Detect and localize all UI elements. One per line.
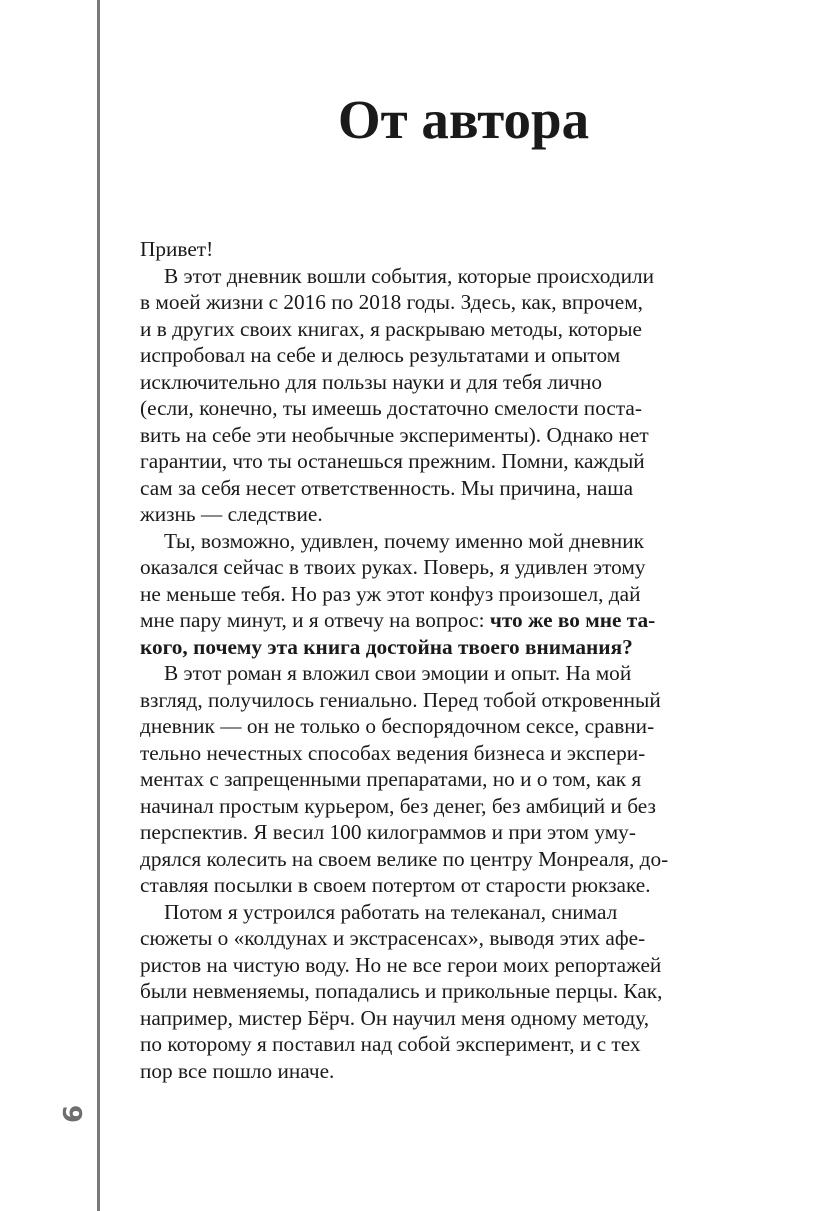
- line-text: не меньше тебя. Но раз уж этот конфуз произошел, дай: [140, 581, 641, 606]
- line-text: сам за себя несет ответственность. Мы причина, наша: [140, 475, 634, 500]
- text-line: [140, 395, 700, 422]
- line-text: В этот роман я вложил свои эмоции и опыт. На мой: [164, 661, 632, 685]
- text-line: [140, 342, 700, 369]
- line-text: в моей жизни с 2016 по 2018 годы. Здесь, как, впрочем,: [140, 290, 644, 314]
- page-number: 6: [59, 1104, 89, 1124]
- line-text: например, мистер Бёрч. Он научил меня одному методу,: [140, 1005, 650, 1030]
- text-line: [140, 793, 700, 820]
- line-text: гарантии, что ты останешься прежним. Помни, каждый: [140, 449, 645, 473]
- text-line: [140, 952, 700, 979]
- line-text: сюжеты о «колдунах и экстрасенсах», выводя этих афе-: [140, 926, 646, 950]
- text-line: [140, 369, 700, 396]
- text-line: [140, 978, 700, 1005]
- line-bold-text: кого, почему эта книга достойна твоего внимания?: [140, 634, 633, 659]
- chapter-title: От автора: [337, 89, 590, 150]
- text-line: [140, 740, 700, 767]
- line-text: испробовал на себе и делюсь результатами и опытом: [140, 343, 621, 367]
- text-line: [140, 581, 700, 608]
- line-text: дрялся колесить на своем велике по центру Монреаля, до-: [140, 846, 669, 871]
- line-text: Ты, возможно, удивлен, почему именно мой дневник: [164, 528, 644, 553]
- text-line: [140, 713, 700, 740]
- text-line: [140, 316, 700, 343]
- line-text: ментах с запрещенными препаратами, но и о том, как я: [140, 767, 642, 791]
- margin-rule: [97, 0, 100, 1211]
- line-text: ставляя посылки в своем потертом от старости рюкзаке.: [140, 873, 651, 897]
- line-text: жизнь — следствие.: [140, 502, 323, 526]
- text-line: [140, 1058, 700, 1085]
- line-text: В этот дневник вошли события, которые происходили: [164, 263, 655, 288]
- text-line: [140, 528, 700, 555]
- text-line: [140, 872, 700, 899]
- text-line: [140, 819, 700, 846]
- text-line: [140, 607, 700, 634]
- greeting: Привет!: [140, 237, 214, 261]
- text-line: [140, 263, 700, 290]
- text-line: [140, 422, 700, 449]
- line-text: оказался сейчас в твоих руках. Поверь, я удивлен этому: [140, 555, 646, 579]
- text-line: [140, 925, 700, 952]
- line-text: дневник — он не только о беспорядочном сексе, сравни-: [140, 714, 655, 738]
- text-line: [140, 687, 700, 714]
- text-line: [140, 501, 700, 528]
- body-text: [140, 236, 700, 1084]
- line-text: Потом я устроился работать на телеканал, снимал: [164, 899, 618, 924]
- text-line: [140, 1005, 700, 1032]
- line-text: мне пару минут, и я отвечу на вопрос:: [140, 608, 490, 632]
- line-text: (если, конечно, ты имеешь достаточно смелости поста-: [140, 396, 642, 420]
- line-text: пор все пошло иначе.: [140, 1058, 335, 1083]
- text-line: [140, 289, 700, 316]
- line-text: и в других своих книгах, я раскрываю методы, которые: [140, 316, 643, 341]
- line-text: ристов на чистую воду. Но не все герои моих репортажей: [140, 952, 662, 977]
- text-line: [140, 846, 700, 873]
- text-line: [140, 1031, 700, 1058]
- text-line: [140, 448, 700, 475]
- text-line: [140, 660, 700, 687]
- text-line: [140, 475, 700, 502]
- text-line: [140, 899, 700, 926]
- line-text: исключительно для пользы науки и для тебя лично: [140, 369, 602, 394]
- paragraphs: [140, 263, 700, 1085]
- line-text: по которому я поставил над собой эксперимент, и с тех: [140, 1032, 641, 1056]
- line-text: перспектив. Я весил 100 килограммов и при этом уму-: [140, 820, 636, 844]
- text-line: [140, 766, 700, 793]
- line-bold-text: что же во мне та-: [489, 608, 656, 632]
- text-line: [140, 554, 700, 581]
- line-text: тельно нечестных способах ведения бизнеса и экспери-: [140, 740, 646, 765]
- text-line: [140, 634, 700, 661]
- line-text: начинал простым курьером, без денег, без амбиций и без: [140, 793, 656, 818]
- line-text: вить на себе эти необычные эксперименты). Однако нет: [140, 422, 649, 447]
- line-text: взгляд, получилось гениально. Перед тобой откровенный: [140, 687, 661, 712]
- line-text: были невменяемы, попадались и прикольные перцы. Как,: [140, 979, 663, 1003]
